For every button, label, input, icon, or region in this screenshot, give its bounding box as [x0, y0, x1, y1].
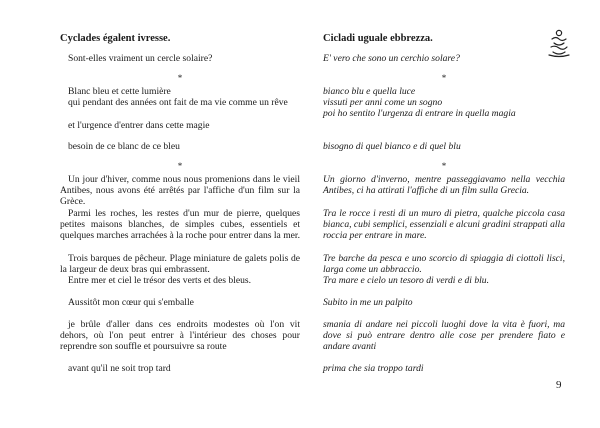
french-verse-4: besoin de ce blanc de ce bleu	[68, 141, 180, 152]
italian-paragraph-4: Tra mare e cielo un tesoro di verdi e di blu.	[323, 275, 490, 286]
french-paragraph-1: Un jour d'hiver, comme nous nous promenions dans le vieil Antibes, nous avons été arrêtés par l'affiche d'un film sur la Grèce.	[60, 174, 300, 208]
french-title: Cyclades égalent ivresse.	[60, 33, 171, 44]
italian-verse-3: poi ho sentito l'urgenza di entrare in quella magia	[323, 108, 516, 119]
french-line-1: Sont-elles vraiment un cercle solaire?	[68, 53, 213, 64]
italian-title: Cicladi uguale ebbrezza.	[323, 33, 433, 44]
french-paragraph-5: je brûle d'aller dans ces endroits modestes où l'on vit dehors, où l'on peut entrer à l'intérieur des choses pour reprendre son souffle et poursuivre sa route	[60, 319, 300, 353]
french-paragraph-2: Parmi les roches, les restes d'un mur de pierre, quelques petites maisons blanches, de simples cubes, essentiels et quelques marches arrachées à la roche pour entrer dans la mer.	[60, 208, 300, 242]
dancing-figure-logo-icon	[544, 28, 574, 58]
french-separator-1: *	[177, 73, 183, 83]
french-paragraph-3: Trois barques de pêcheur. Plage miniature de galets polis de la largeur de deux bras qui embrassent.	[60, 253, 300, 276]
italian-separator-1: *	[441, 73, 447, 83]
italian-line-3: prima che sia troppo tardi	[323, 363, 424, 374]
page-number: 9	[556, 379, 562, 391]
italian-verse-1: bianco blu e quella luce	[323, 86, 416, 97]
french-line-3: avant qu'il ne soit trop tard	[68, 363, 171, 374]
french-separator-2: *	[177, 161, 183, 171]
italian-line-2: Subito in me un palpito	[323, 297, 413, 308]
french-verse-2: qui pendant des années ont fait de ma vie comme un rêve	[68, 97, 288, 108]
italian-separator-2: *	[441, 161, 447, 171]
italian-line-1: E' vero che sono un cerchio solare?	[323, 53, 460, 64]
italian-paragraph-3: Tre barche da pesca e uno scorcio di spiaggia di ciottoli lisci, larga come un abbraccio.	[323, 253, 565, 276]
french-verse-1: Blanc bleu et cette lumière	[68, 86, 171, 97]
italian-paragraph-2: Tra le rocce i resti di un muro di pietra, qualche piccola casa bianca, cubi semplici, essenziali e alcuni gradini strappati alla roccia per entrare in mare.	[323, 208, 565, 242]
french-verse-3: et l'urgence d'entrer dans cette magie	[68, 120, 210, 131]
italian-verse-2: vissuti per anni come un sogno	[323, 97, 443, 108]
italian-paragraph-1: Un giorno d'inverno, mentre passeggiavamo nella vecchia Antibes, ci ha attirati l'affiche di un film sulla Grecia.	[323, 174, 565, 197]
italian-verse-4: bisogno di quel bianco e di quel blu	[323, 141, 461, 152]
french-line-2: Aussitôt mon cœur qui s'emballe	[68, 297, 194, 308]
french-paragraph-4: Entre mer et ciel le trésor des verts et des bleus.	[68, 275, 252, 286]
italian-paragraph-5: smania di andare nei piccoli luoghi dove la vita è fuori, ma dove si può entrare dentro alle cose per prendere fiato e andare avanti	[323, 319, 565, 353]
